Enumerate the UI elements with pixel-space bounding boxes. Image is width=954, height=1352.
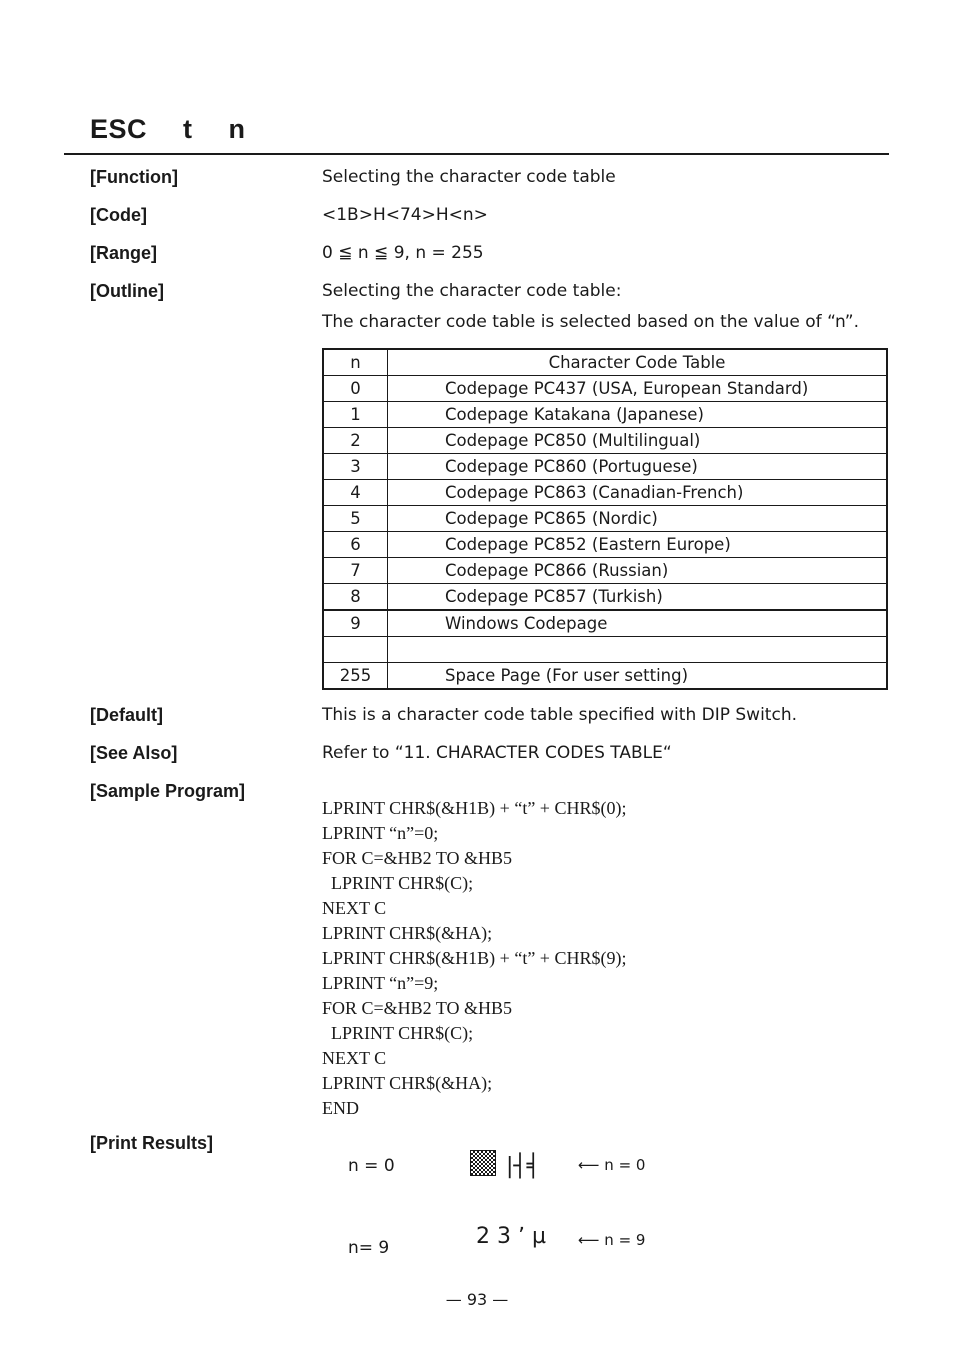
default-label: [Default] <box>90 705 163 725</box>
code-line: END <box>322 1098 359 1118</box>
code-line: NEXT C <box>322 898 387 918</box>
row-n: 5 <box>323 506 388 532</box>
outline-line-2: The character code table is selected based on the value of “n”. <box>322 312 860 332</box>
code-line: FOR C=&HB2 TO &HB5 <box>322 848 513 868</box>
table-header-row <box>323 349 887 376</box>
range-text: 0 ≦ n ≦ 9, n = 255 <box>322 243 484 263</box>
row-table: Codepage PC866 (Russian) <box>388 558 888 584</box>
code-text: <1B>H<74>H<n> <box>322 205 488 225</box>
row-table: Codepage PC437 (USA, European Standard) <box>388 376 888 402</box>
outline-line-1: Selecting the character code table: <box>322 281 622 301</box>
row-n: 4 <box>323 480 388 506</box>
header-n: n <box>323 349 388 376</box>
table-row <box>323 428 887 454</box>
code-table <box>322 348 888 690</box>
page-number: — 93 — <box>445 1290 509 1309</box>
row-n: 0 <box>323 376 388 402</box>
row-table <box>388 637 888 663</box>
function-text: Selecting the character code table <box>322 167 616 187</box>
result-label-n9: n= 9 <box>348 1238 390 1258</box>
code-line: LPRINT “n”=0; <box>322 823 439 843</box>
row-table: Codepage PC857 (Turkish) <box>388 584 888 611</box>
table-row <box>323 402 887 428</box>
header-table: Character Code Table <box>388 349 888 376</box>
code-line: LPRINT CHR$(&H1B) + “t” + CHR$(0); <box>322 798 627 818</box>
result-glyphs-n9: 2 3 ʼ µ <box>476 1224 546 1249</box>
print-results-label: [Print Results] <box>90 1133 214 1153</box>
see-also-label: [See Also] <box>90 743 178 763</box>
result-label-n0: n = 0 <box>348 1156 395 1176</box>
table-row <box>323 532 887 558</box>
result-glyph-text: |┤╡ <box>506 1154 540 1179</box>
code-line: LPRINT CHR$(C); <box>322 873 474 893</box>
result-arrow-n9 <box>578 1231 645 1249</box>
row-table: Windows Codepage <box>388 610 888 637</box>
row-table: Space Page (For user setting) <box>388 663 888 690</box>
table-row <box>323 376 887 402</box>
title-rule <box>64 153 889 155</box>
table-row <box>323 663 887 690</box>
row-table: Codepage Katakana (Japanese) <box>388 402 888 428</box>
left-arrow-icon: ⟵ <box>578 1156 600 1174</box>
table-row <box>323 558 887 584</box>
row-table: Codepage PC852 (Eastern Europe) <box>388 532 888 558</box>
outline-label: [Outline] <box>90 281 164 301</box>
result-arrow-n0 <box>578 1156 645 1174</box>
row-n: 9 <box>323 610 388 637</box>
see-also-text: Refer to “11. CHARACTER CODES TABLE“ <box>322 743 672 763</box>
table-row <box>323 506 887 532</box>
code-line: LPRINT CHR$(C); <box>322 1023 474 1043</box>
row-n: 3 <box>323 454 388 480</box>
code-label: [Code] <box>90 205 147 225</box>
left-arrow-icon: ⟵ <box>578 1231 600 1249</box>
range-label: [Range] <box>90 243 157 263</box>
row-n: 1 <box>323 402 388 428</box>
function-label: [Function] <box>90 167 178 187</box>
code-line: NEXT C <box>322 1048 387 1068</box>
row-n: 2 <box>323 428 388 454</box>
table-row <box>323 454 887 480</box>
code-line: FOR C=&HB2 TO &HB5 <box>322 998 513 1018</box>
row-n <box>323 637 388 663</box>
table-row <box>323 637 887 663</box>
default-text: This is a character code table specified with DIP Switch. <box>322 705 797 725</box>
table-row <box>323 480 887 506</box>
sample-program-label: [Sample Program] <box>90 781 246 801</box>
table-row <box>323 610 887 637</box>
row-table: Codepage PC860 (Portuguese) <box>388 454 888 480</box>
row-n: 8 <box>323 584 388 611</box>
result-note: n = 9 <box>604 1231 646 1249</box>
row-table: Codepage PC865 (Nordic) <box>388 506 888 532</box>
code-line: LPRINT CHR$(&HA); <box>322 923 493 943</box>
row-table: Codepage PC863 (Canadian-French) <box>388 480 888 506</box>
shade-block-icon <box>470 1150 496 1176</box>
row-table: Codepage PC850 (Multilingual) <box>388 428 888 454</box>
row-n: 6 <box>323 532 388 558</box>
sample-program-code <box>322 796 626 1121</box>
row-n: 255 <box>323 663 388 690</box>
result-glyphs-n0 <box>470 1150 540 1179</box>
code-line: LPRINT CHR$(&HA); <box>322 1073 493 1093</box>
table-row <box>323 584 887 611</box>
code-line: LPRINT “n”=9; <box>322 973 439 993</box>
result-note: n = 0 <box>604 1156 646 1174</box>
row-n: 7 <box>323 558 388 584</box>
code-line: LPRINT CHR$(&H1B) + “t” + CHR$(9); <box>322 948 627 968</box>
page-title: ESC t n <box>90 114 246 144</box>
